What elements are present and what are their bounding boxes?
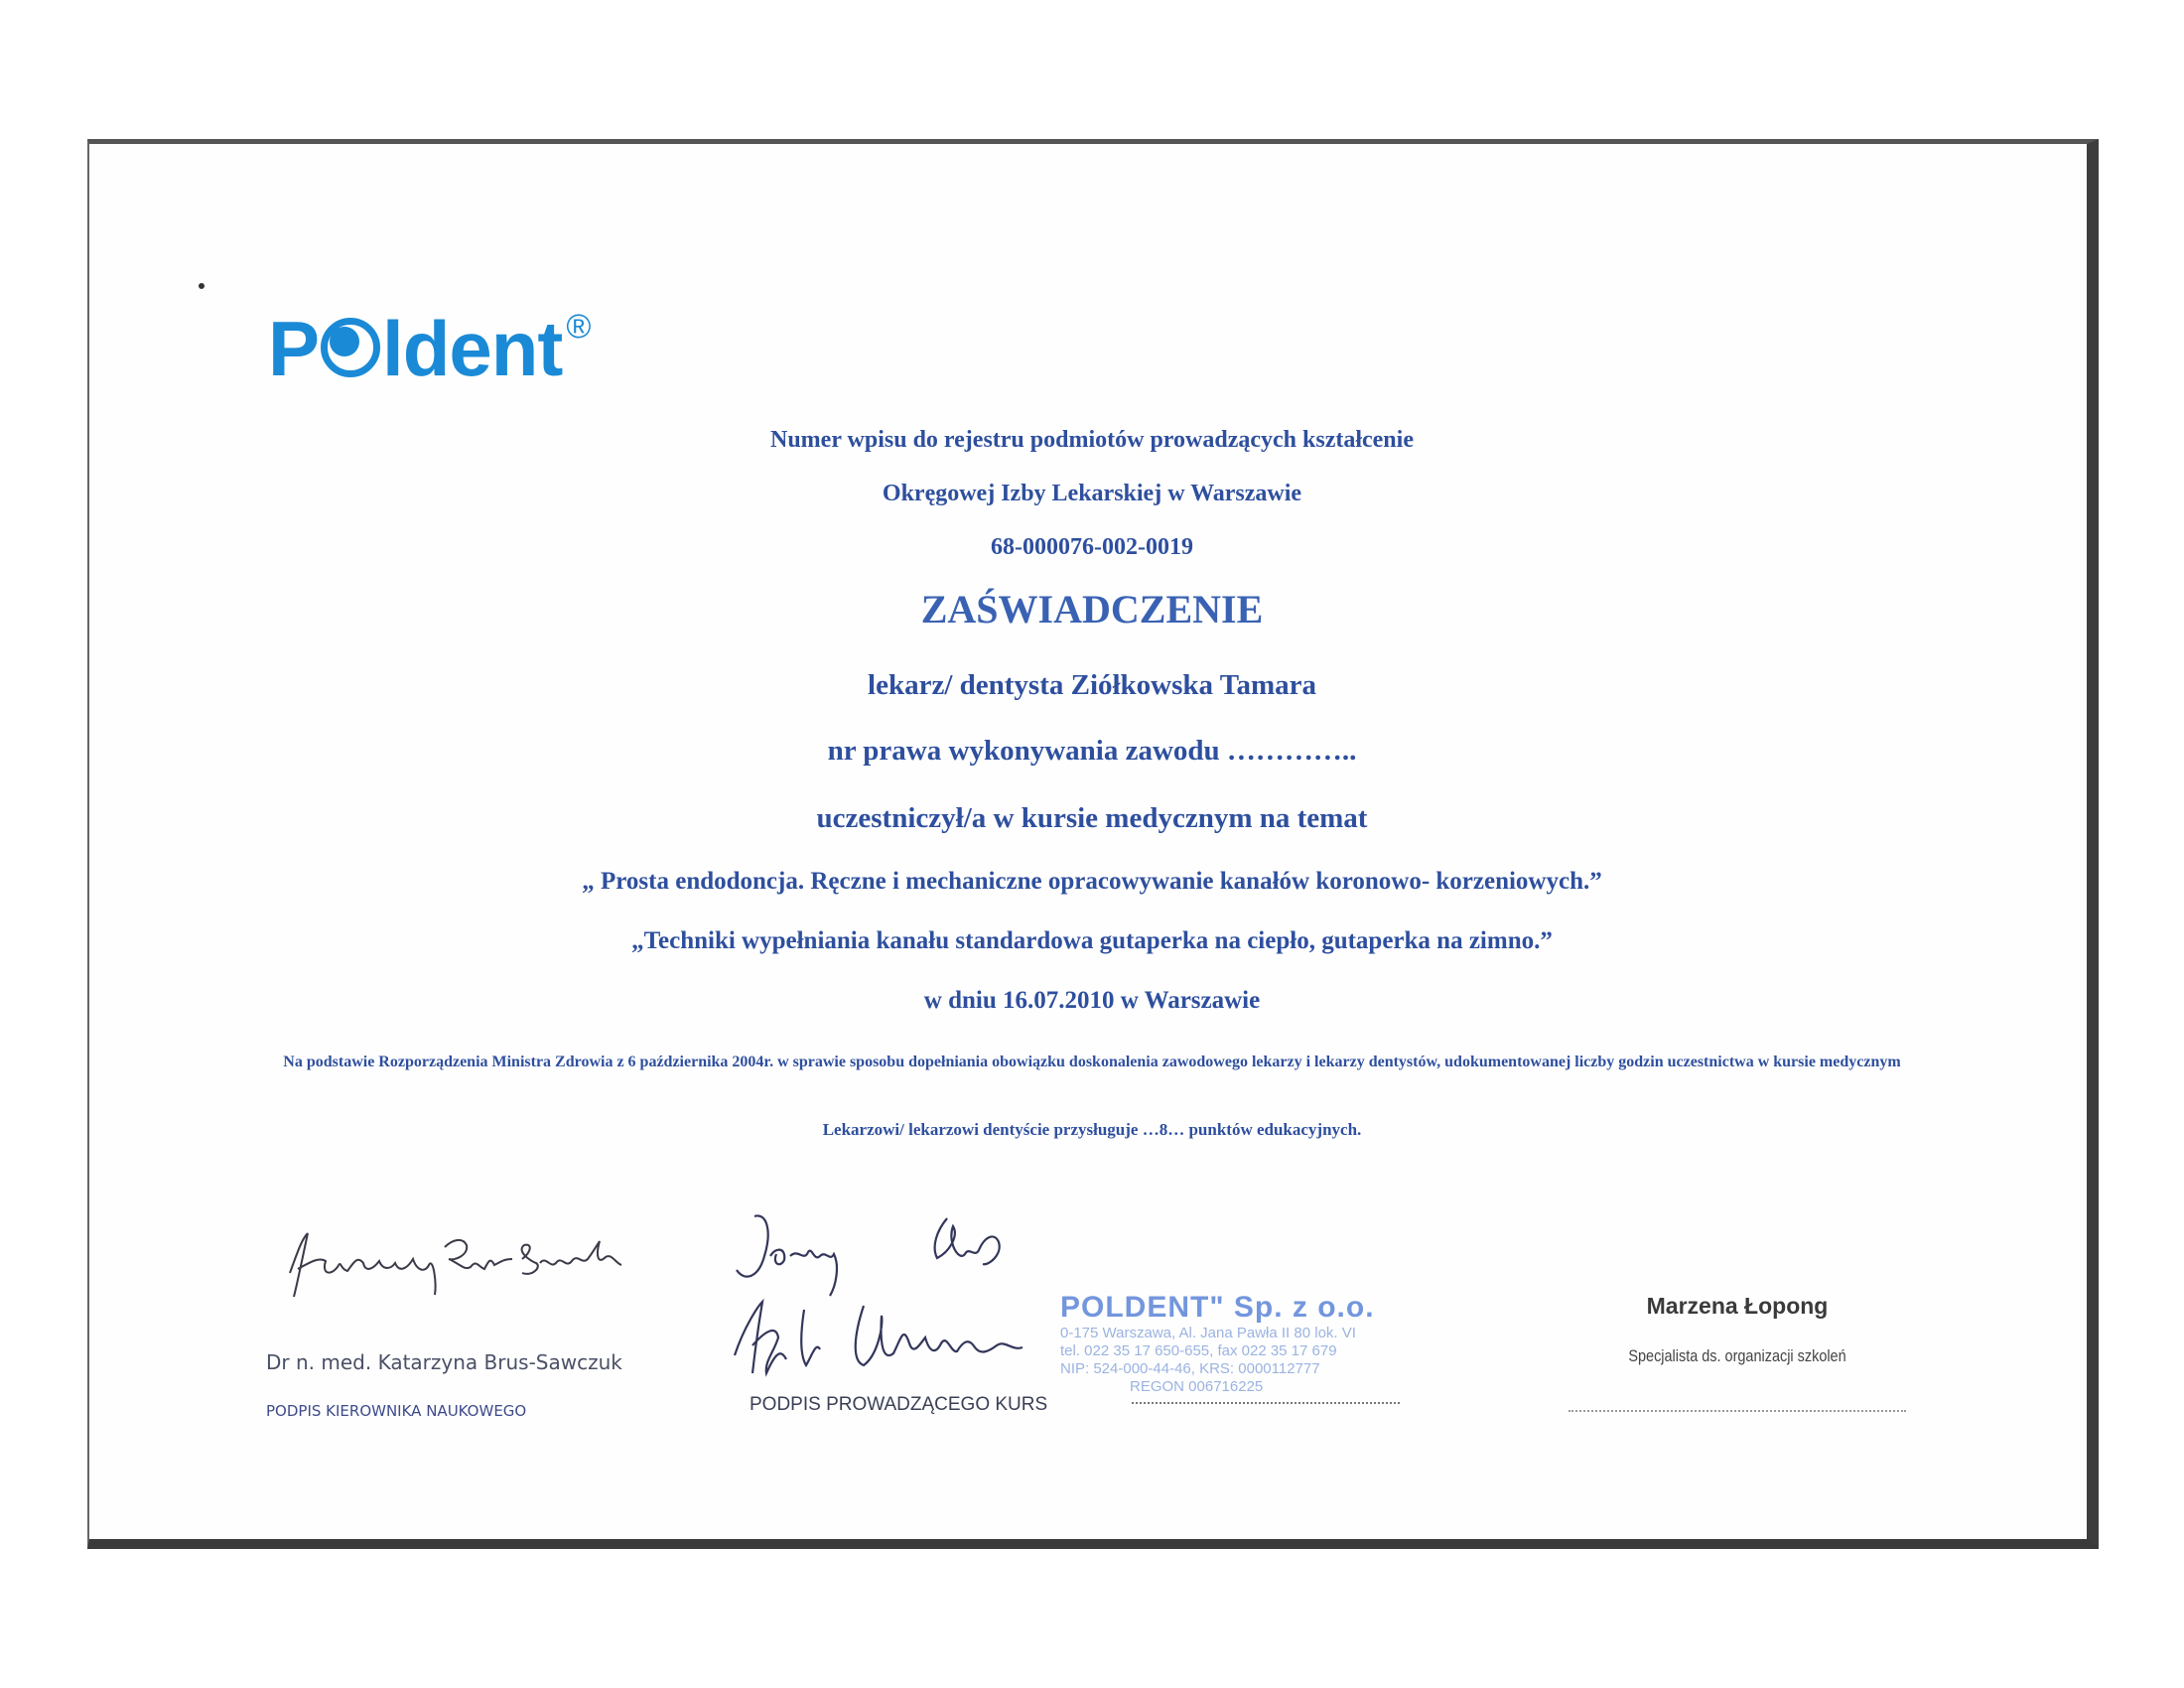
scientific-head-name: Dr n. med. Katarzyna Brus-Sawczuk <box>266 1350 622 1374</box>
course-lead-caption: PODPIS PROWADZĄCEGO KURS <box>750 1394 1048 1415</box>
certificate-title: ZAŚWIADCZENIE <box>920 587 1264 632</box>
organizer-name: Marzena Łopong <box>1646 1293 1829 1319</box>
course-topic-1: „ Prosta endodoncja. Ręczne i mechaniczne opracowywanie kanałów koronowo- korzeniowych.” <box>582 868 1602 895</box>
organizer-dotted-line <box>1569 1410 1906 1412</box>
signature-course-lead <box>715 1206 1052 1385</box>
participation-line: uczestniczył/a w kursie medycznym na temat <box>816 802 1368 834</box>
speck <box>199 283 205 289</box>
stamp-company: POLDENT" Sp. z o.o. <box>1060 1291 1375 1324</box>
course-topic-2: „Techniki wypełniania kanału standardowa gutaperka na ciepło, gutaperka na zimno.” <box>631 927 1553 954</box>
stamp-nip: NIP: 524-000-44-46, KRS: 0000112777 <box>1060 1360 1320 1377</box>
license-number-line: nr prawa wykonywania zawodu ………….. <box>827 735 1357 767</box>
organizer-role: Specjalista ds. organizacji szkoleń <box>1628 1346 1846 1365</box>
company-stamp <box>1060 1291 1375 1396</box>
register-number: 68-000076-002-0019 <box>991 534 1193 560</box>
signature-scientific-head <box>268 1211 625 1321</box>
education-points: Lekarzowi/ lekarzowi dentyście przysługuje …8… punktów edukacyjnych. <box>822 1120 1362 1139</box>
legal-basis: Na podstawie Rozporządzenia Ministra Zdrowia z 6 października 2004r. w sprawie sposobu dopełniania obowiązku doskonalenia zawodowego lekarzy i lekarzy dentystów, udokumentowanej liczby godzin uczestnictwa w kursie medycznym <box>283 1054 1901 1070</box>
register-line-1: Numer wpisu do rejestru podmiotów prowadzących kształcenie <box>770 427 1414 453</box>
stamp-address: 0-175 Warszawa, Al. Jana Pawła II 80 lok. VI <box>1060 1325 1356 1341</box>
date-place: w dniu 16.07.2010 w Warszawie <box>923 987 1261 1014</box>
stamp-phone: tel. 022 35 17 650-655, fax 022 35 17 679 <box>1060 1342 1337 1359</box>
register-line-2: Okręgowej Izby Lekarskiej w Warszawie <box>882 481 1302 506</box>
scientific-head-caption: PODPIS KIEROWNIKA NAUKOWEGO <box>266 1402 527 1420</box>
poldent-logo: P ldent ® <box>268 305 591 392</box>
stamp-dotted-line <box>1132 1402 1400 1404</box>
stamp-regon: REGON 006716225 <box>1130 1378 1264 1395</box>
logo-o-icon <box>321 318 380 377</box>
recipient: lekarz/ dentysta Ziółkowska Tamara <box>868 669 1316 701</box>
